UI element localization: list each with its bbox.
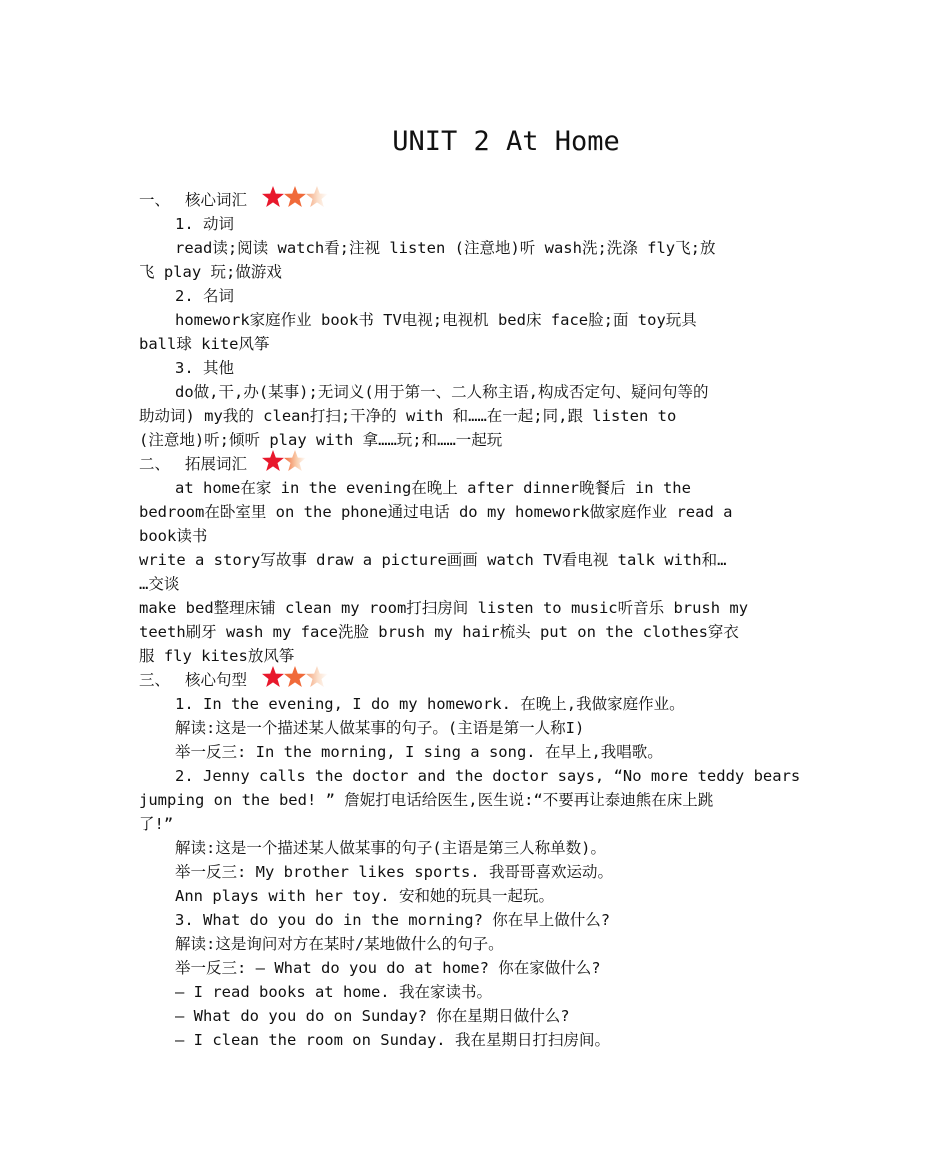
star-icon [261, 665, 285, 689]
text-line: jumping on the bed! ” 詹妮打电话给医生,医生说:“不要再让泰迪熊在床上跳 [139, 791, 714, 809]
text-line: 3. What do you do in the morning? 你在早上做什么? [175, 911, 611, 929]
text-line: 1. In the evening, I do my homework. 在晚上,我做家庭作业。 [175, 695, 685, 713]
text-line: 举一反三: — What do you do at home? 你在家做什么? [175, 959, 601, 977]
star-rating [261, 185, 327, 209]
star-icon [283, 665, 307, 689]
text-line: 2. Jenny calls the doctor and the doctor says, “No more teddy bears [175, 767, 801, 785]
star-rating [261, 449, 305, 473]
text-line: make bed整理床铺 clean my room打扫房间 listen to music听音乐 brush my [139, 599, 749, 617]
section-heading-core-vocabulary [139, 188, 815, 212]
star-half-icon [283, 449, 307, 473]
star-half-icon [305, 665, 329, 689]
star-icon [283, 185, 307, 209]
text-line: 举一反三: In the morning, I sing a song. 在早上,我唱歌。 [175, 743, 663, 761]
star-half-icon [305, 185, 329, 209]
text-line: — What do you do on Sunday? 你在星期日做什么? [175, 1007, 570, 1025]
text-line: Ann plays with her toy. 安和她的玩具一起玩。 [175, 887, 554, 905]
text-line: write a story写故事 draw a picture画画 watch TV看电视 talk with和… [139, 551, 727, 569]
page-title: UNIT 2 At Home [392, 126, 620, 157]
text-line: — I clean the room on Sunday. 我在星期日打扫房间。 [175, 1031, 610, 1049]
star-icon [261, 185, 285, 209]
text-line: at home在家 in the evening在晚上 after dinner晚餐后 in the [175, 479, 691, 497]
subheading-nouns: 2. 名词 [175, 287, 234, 305]
section-number: 三、 [139, 671, 171, 689]
text-line: 解读:这是一个描述某人做某事的句子(主语是第三人称单数)。 [175, 839, 606, 857]
section-heading-extended-vocabulary [139, 452, 815, 476]
section-number: 一、 [139, 191, 171, 209]
text-line: 解读:这是一个描述某人做某事的句子。(主语是第一人称I) [175, 719, 585, 737]
text-line: bedroom在卧室里 on the phone通过电话 do my homework做家庭作业 read a [139, 503, 733, 521]
section-title: 核心句型 [185, 671, 248, 689]
subheading-verbs: 1. 动词 [175, 215, 234, 233]
star-rating [261, 665, 327, 689]
section-title: 核心词汇 [185, 191, 248, 209]
section-heading-core-sentences [139, 668, 815, 692]
section-title: 拓展词汇 [185, 455, 248, 473]
text-line: 解读:这是询问对方在某时/某地做什么的句子。 [175, 935, 504, 953]
text-line: 举一反三: My brother likes sports. 我哥哥喜欢运动。 [175, 863, 613, 881]
document-body [139, 188, 815, 1052]
text-line: ball球 kite风筝 [139, 335, 270, 353]
star-icon [261, 449, 285, 473]
text-line: do做,干,办(某事);无词义(用于第一、二人称主语,构成否定句、疑问句等的 [175, 383, 709, 401]
text-line: read读;阅读 watch看;注视 listen (注意地)听 wash洗;洗涤 fly飞;放 [175, 239, 716, 257]
text-line: 服 fly kites放风筝 [139, 647, 295, 665]
text-line: 了!” [139, 815, 174, 833]
text-line: homework家庭作业 book书 TV电视;电视机 bed床 face脸;面 toy玩具 [175, 311, 697, 329]
text-line: (注意地)听;倾听 play with 拿……玩;和……一起玩 [139, 431, 503, 449]
subheading-others: 3. 其他 [175, 359, 234, 377]
text-line: 飞 play 玩;做游戏 [139, 263, 282, 281]
text-line: teeth刷牙 wash my face洗脸 brush my hair梳头 put on the clothes穿衣 [139, 623, 739, 641]
text-line: 助动词) my我的 clean打扫;干净的 with 和……在一起;同,跟 listen to [139, 407, 677, 425]
text-line: — I read books at home. 我在家读书。 [175, 983, 492, 1001]
text-line: book读书 [139, 527, 208, 545]
text-line: …交谈 [139, 575, 180, 593]
section-number: 二、 [139, 455, 171, 473]
